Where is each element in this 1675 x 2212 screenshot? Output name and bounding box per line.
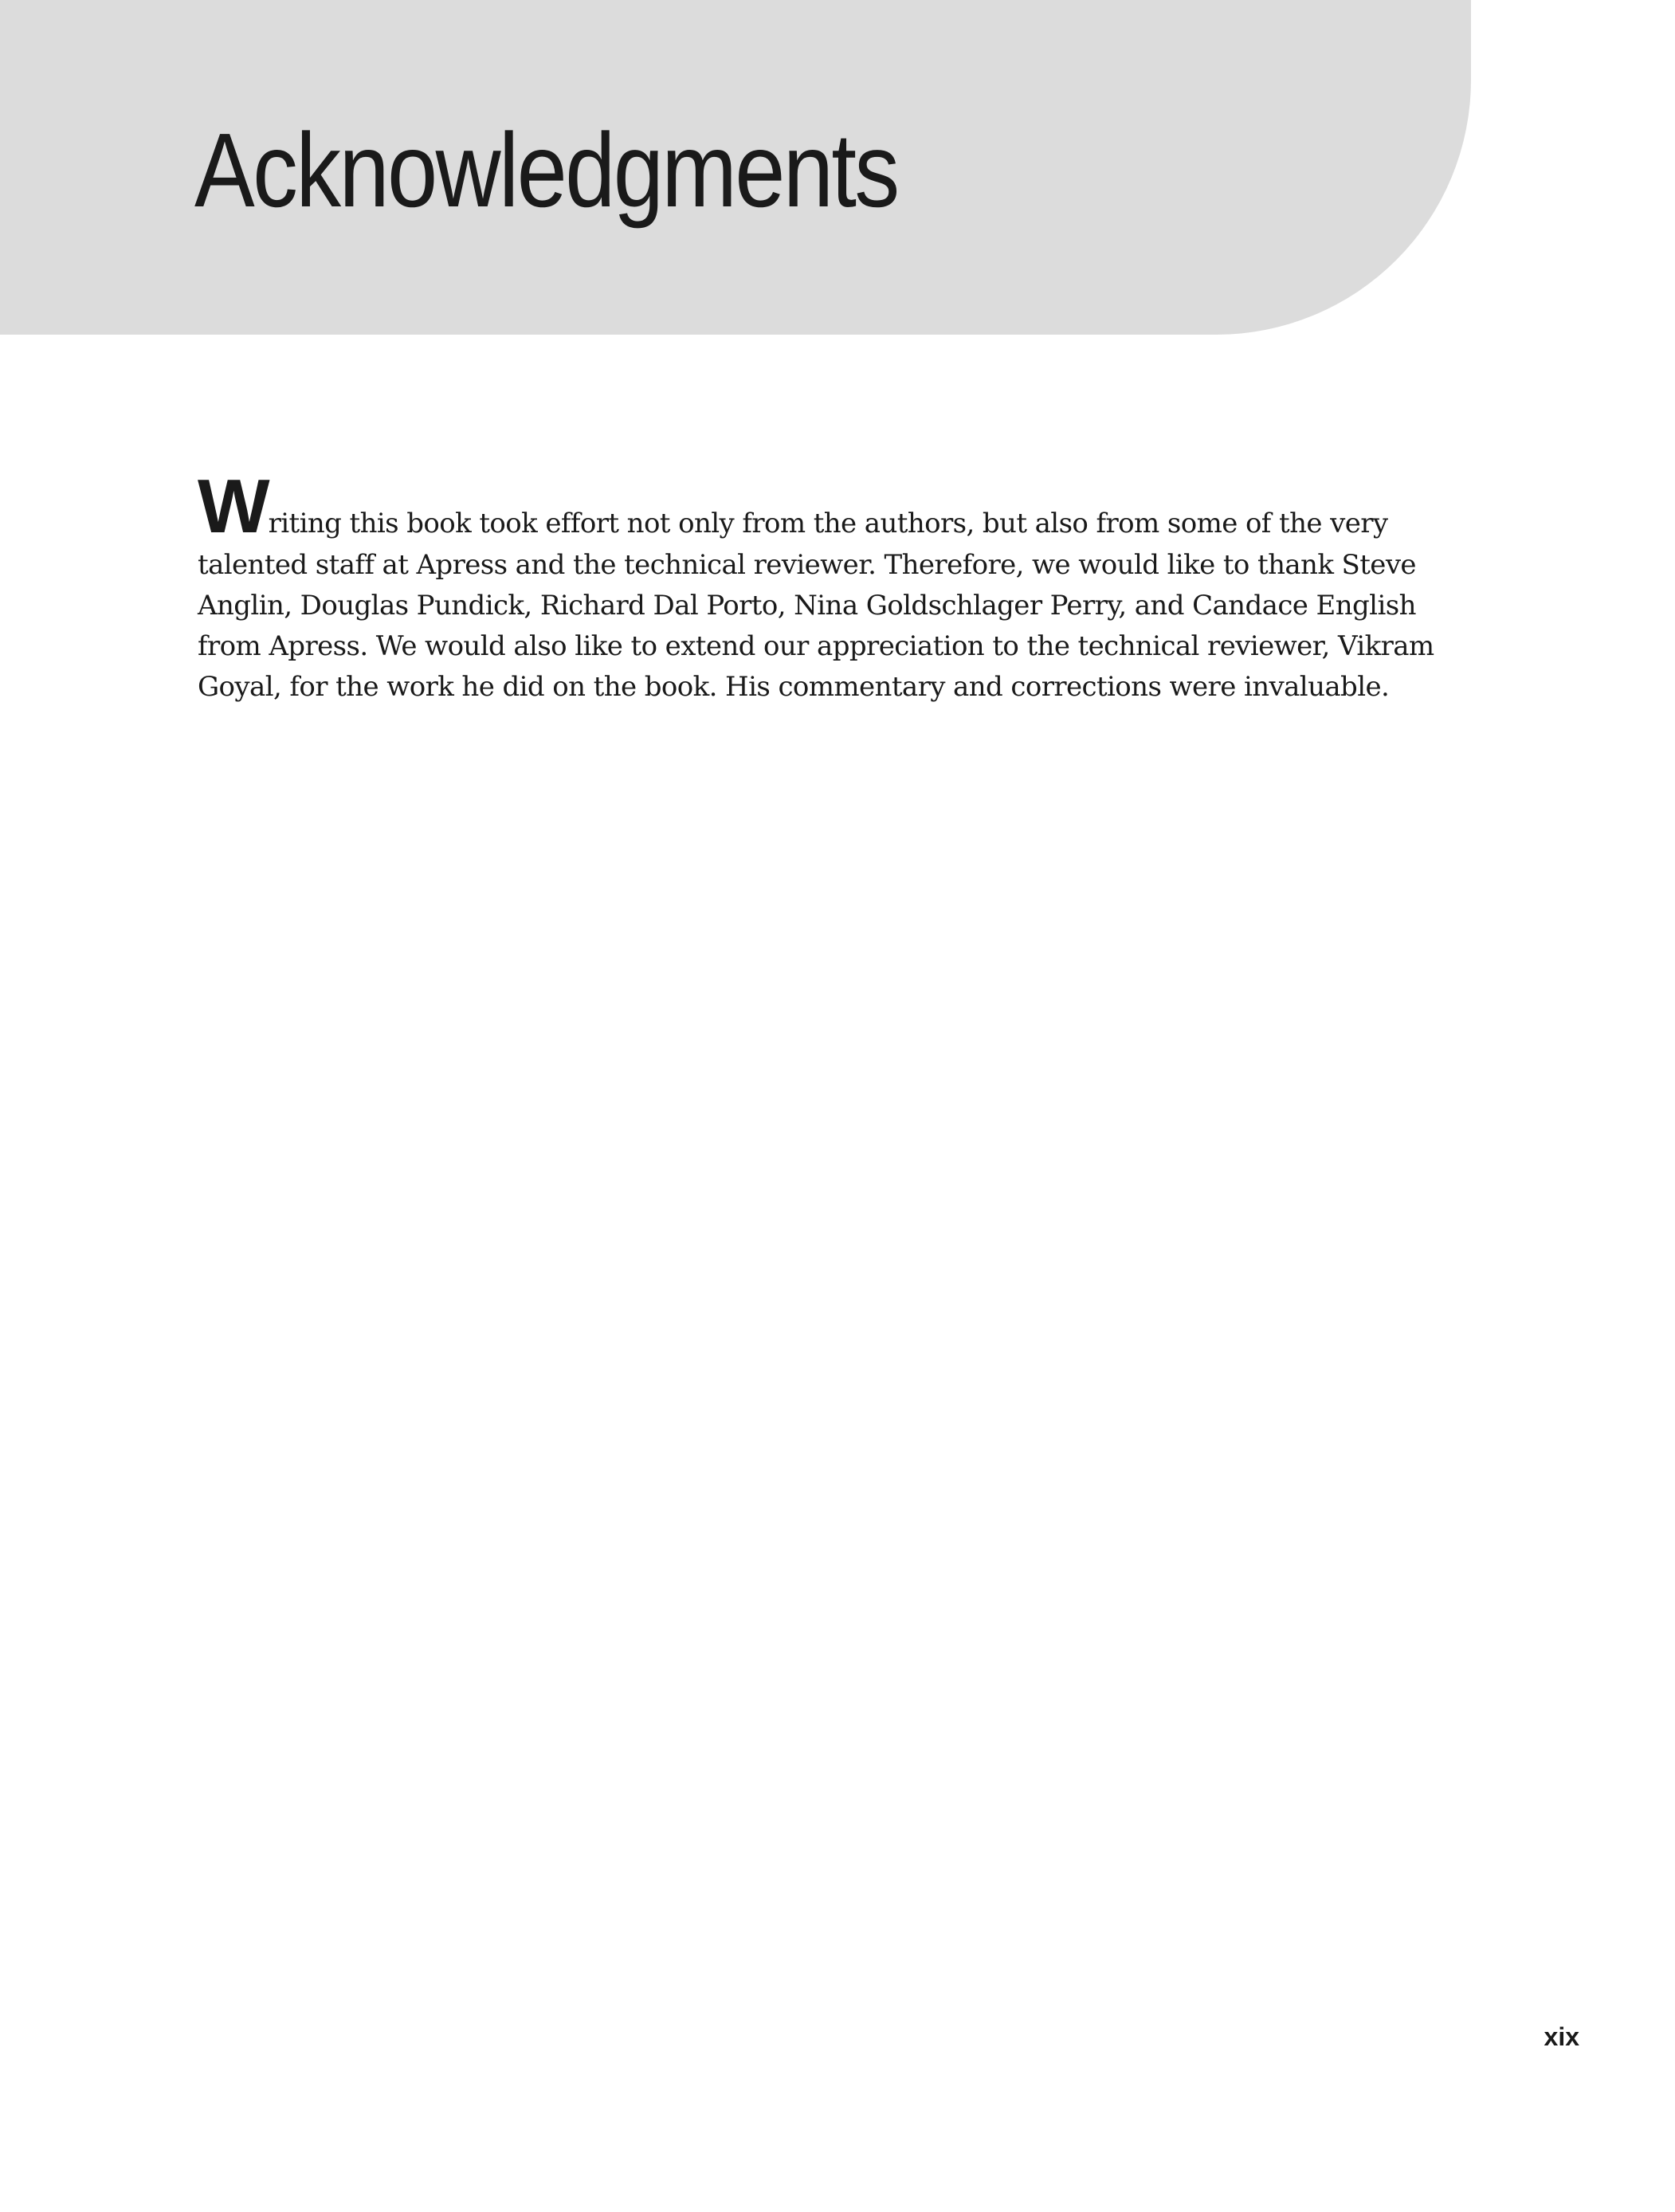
drop-cap: W <box>198 464 269 549</box>
page-title: Acknowledgments <box>194 112 898 229</box>
acknowledgments-paragraph <box>198 464 1457 708</box>
paragraph-text: riting this book took effort not only from the authors, but also from some of the very talented staff at Apress and the technical reviewer. Therefore, we would like to thank Steve Anglin, Douglas Pundick, Richard Dal Porto, Nina Goldschlager Perry, and Candace English from Apress. We would also like to extend our appreciation to the technical reviewer, Vikram Goyal, for the work he did on the book. His commentary and corrections were invaluable. <box>198 508 1434 703</box>
page-number: xix <box>1544 2022 1579 2051</box>
